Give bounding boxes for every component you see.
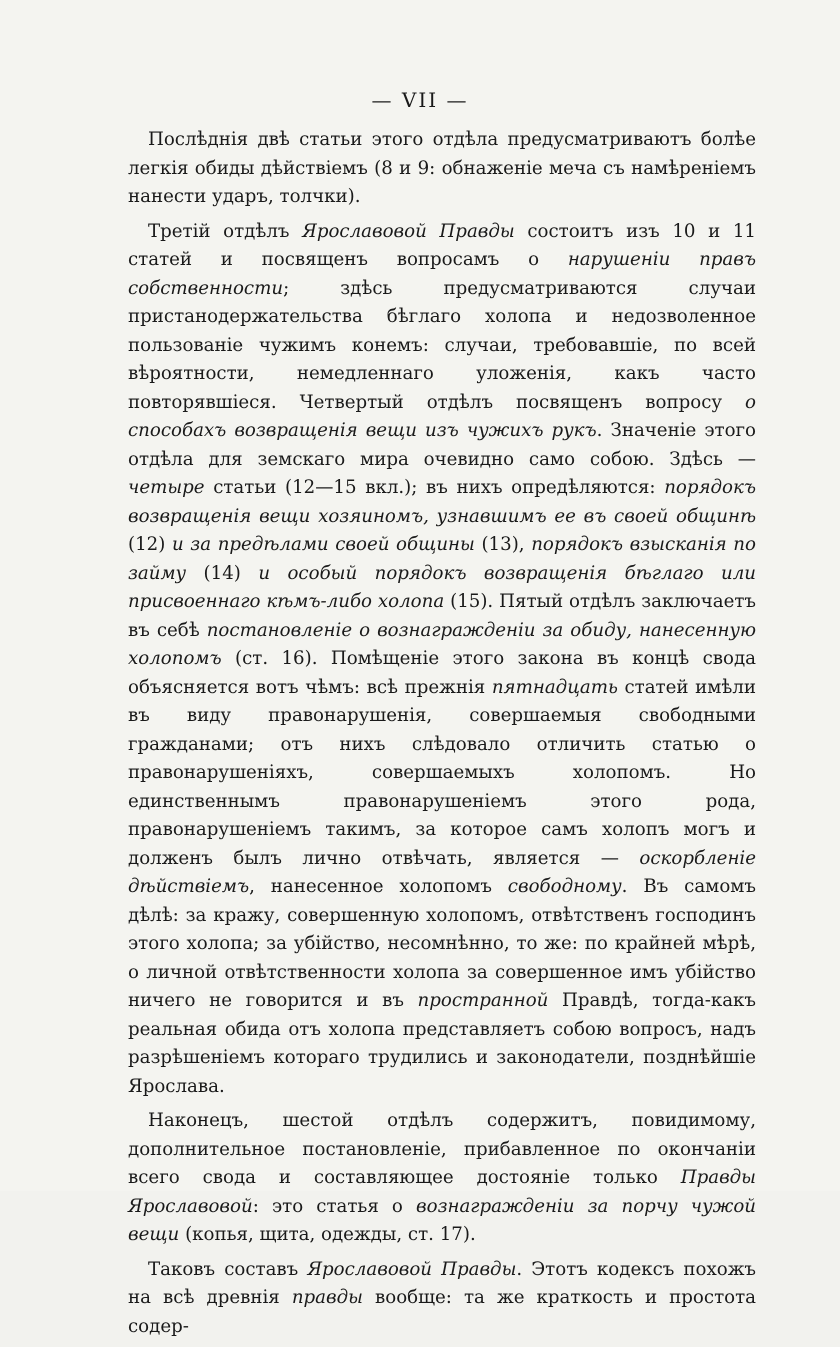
- text-segment: статьи (12—15 вкл.); въ нихъ опредѣляются:: [204, 477, 665, 498]
- text-segment: вообще: та же краткость и простота содер-: [128, 1287, 756, 1337]
- italic-segment: пятнадцать: [491, 676, 618, 698]
- italic-segment: Ярославовой Правды: [307, 1258, 517, 1280]
- text-segment: . Значеніе этого отдѣла для земскаго мира очевидно само собою. Здѣсь —: [128, 420, 756, 470]
- text-segment: (15). Пятый отдѣлъ заключаетъ въ себѣ: [128, 591, 756, 641]
- text-segment: (13),: [474, 534, 532, 555]
- body-text: [128, 126, 756, 1347]
- paragraph-4: [128, 1256, 756, 1342]
- text-segment: (14): [186, 562, 259, 584]
- paragraph-2: [128, 218, 756, 1102]
- italic-segment: о способахъ возвращенія вещи изъ чужихъ рукъ: [128, 391, 756, 441]
- italic-segment: Правды Ярославовой: [128, 1167, 756, 1217]
- italic-segment: пространной: [417, 990, 549, 1011]
- text-segment: состоитъ изъ 10 и 11 статей и посвященъ вопросамъ о: [128, 220, 757, 270]
- italic-segment: постановленіе о вознагражденіи за обиду, нанесенную холопомъ: [128, 619, 756, 669]
- italic-segment: порядокъ взысканія по займу: [128, 534, 756, 584]
- italic-segment: правды: [291, 1287, 363, 1308]
- italic-segment: оскорбленіе дѣйствіемъ: [128, 847, 756, 897]
- text-segment: Наконецъ, шестой отдѣлъ содержитъ, повидимому, дополнительное постановленіе, прибавленное по окончаніи всего свода и составляющее достояніе только: [128, 1110, 756, 1188]
- text-segment: Правдѣ, тогда-какъ реальная обида отъ холопа представляетъ собою вопросъ, надъ разрѣшеніемъ котораго трудились и законодатели, позднѣйшіе Ярослава.: [128, 990, 756, 1097]
- text-segment: Послѣднія двѣ статьи этого отдѣла предусматриваютъ болѣе легкія обиды дѣйствіемъ (8 и 9: обнаженіе меча съ намѣреніемъ нанести ударъ, толчки).: [128, 129, 756, 207]
- text-segment: ; здѣсь предусматриваются случаи пристанодержательства бѣглаго холопа и недозволенное пользованіе чужимъ конемъ: случаи, требовавшіе, по всей вѣроятности, немедленнаго уложенія, какъ часто повторявшіеся. Четвертый отдѣлъ посвященъ вопросу: [128, 277, 756, 413]
- italic-segment: свободному: [507, 876, 622, 897]
- italic-segment: и за предѣлами своей общины: [171, 534, 475, 555]
- text-segment: . Въ самомъ дѣлѣ: за кражу, совершенную холопомъ, отвѣтственъ господинъ этого холопа; за убійство, несомнѣнно, то же: по крайней мѣрѣ, о личной отвѣтственности холопа за совершенное имъ убійство ничего не говорится и въ: [128, 876, 756, 1011]
- text-segment: . Этотъ кодексъ похожъ на всѣ древнія: [128, 1258, 757, 1308]
- text-segment: статей имѣли въ виду правонарушенія, совершаемыя свободными гражданами; отъ нихъ слѣдовало отличить статью о правонарушеніяхъ, совершаемыхъ холопомъ. Но единственнымъ правонарушеніемъ этого рода, правонарушеніемъ такимъ, за которое самъ холопъ могъ и долженъ былъ лично отвѣчать, является —: [128, 676, 757, 869]
- text-segment: , нанесенное холопомъ: [249, 876, 508, 897]
- italic-segment: вознагражденіи за порчу чужой вещи: [128, 1195, 756, 1245]
- italic-segment: порядокъ возвращенія вещи хозяиномъ, узнавшимъ ее въ своей общинѣ: [128, 477, 756, 527]
- text-segment: (копья, щита, одежды, ст. 17).: [179, 1224, 476, 1245]
- text-segment: (ст. 16). Помѣщеніе этого закона въ концѣ свода объясняется вотъ чѣмъ: всѣ прежнія: [128, 648, 756, 698]
- text-segment: Третій отдѣлъ: [148, 220, 303, 242]
- paragraph-3: [128, 1107, 756, 1250]
- page-number-header: — VII —: [371, 88, 469, 112]
- italic-segment: четыре: [128, 477, 205, 498]
- text-segment: (12): [128, 534, 172, 555]
- text-segment: Таковъ составъ: [148, 1258, 308, 1280]
- italic-segment: Ярославовой Правды: [302, 220, 515, 242]
- italic-segment: нарушеніи правъ собственности: [128, 249, 756, 299]
- text-segment: : это статья о: [252, 1195, 417, 1217]
- italic-segment: и особый порядокъ возвращенія бѣглаго или присвоеннаго кѣмъ-либо холопа: [128, 562, 756, 612]
- paragraph-1: [128, 126, 756, 212]
